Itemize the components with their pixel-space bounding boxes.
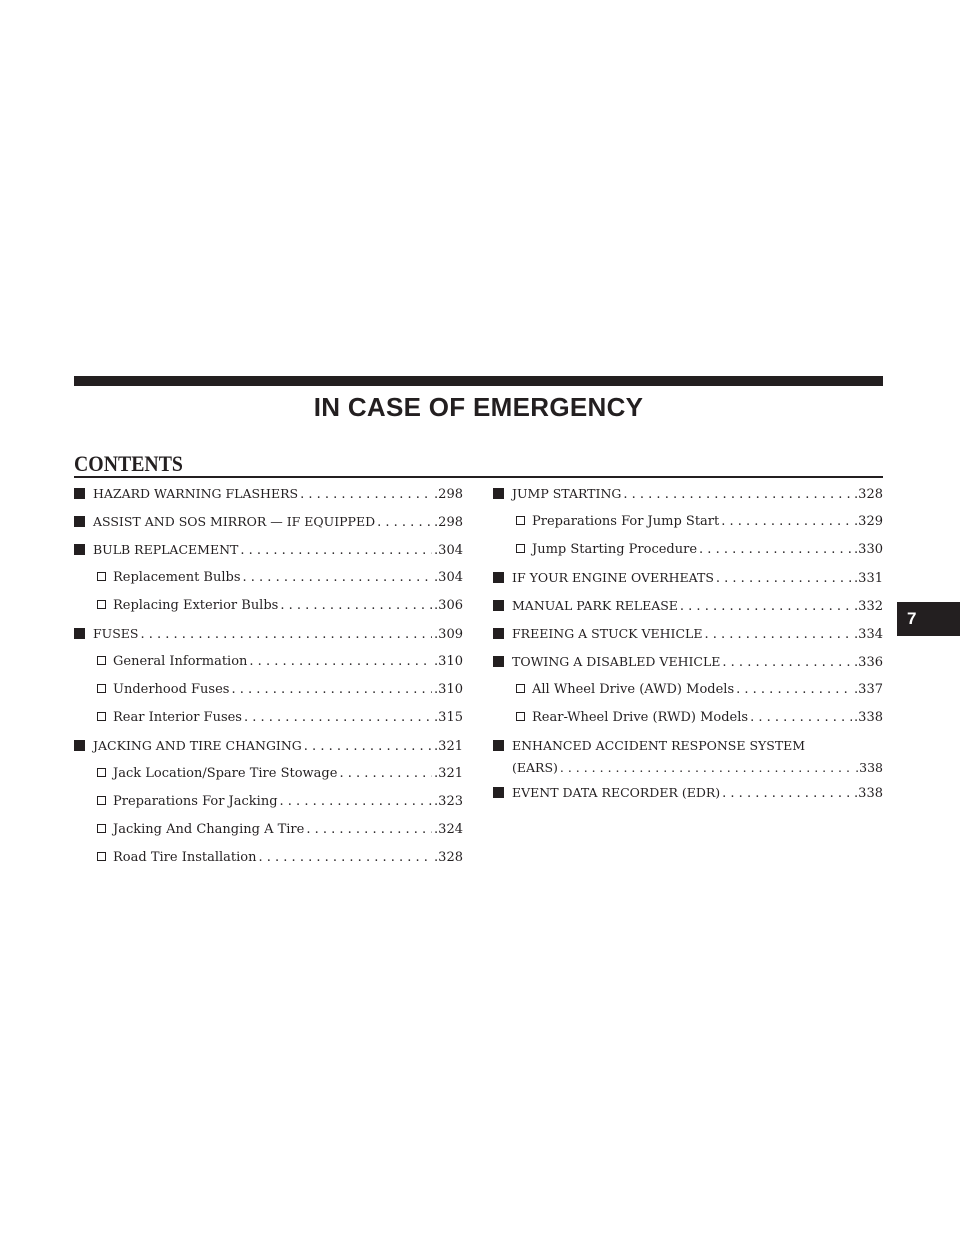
dot-leader [259, 844, 433, 872]
toc-entry-label: ASSIST AND SOS MIRROR — IF EQUIPPED [93, 514, 376, 529]
toc-entry-page: .304 [434, 543, 463, 558]
toc-entry-freeing-a-stuck-vehicle[interactable] [493, 620, 883, 648]
toc-column-left [74, 480, 463, 872]
toc-subentry-awd-models[interactable] [493, 676, 883, 704]
toc-subentry-road-tire-installation[interactable] [74, 844, 463, 872]
toc-entry-label: All Wheel Drive (AWD) Models [532, 682, 735, 697]
toc-entry-page: .332 [854, 599, 883, 614]
toc-entry-label: JUMP STARTING [512, 486, 622, 501]
toc-subentry-replacing-exterior-bulbs[interactable] [74, 592, 463, 620]
square-bullet-icon [493, 572, 504, 583]
toc-entry-label: Preparations For Jacking [113, 794, 278, 809]
dot-leader [243, 564, 433, 592]
dot-leader [140, 621, 432, 649]
toc-entry-label: Underhood Fuses [113, 682, 230, 697]
toc-entry-page: .315 [434, 710, 463, 725]
toc-subentry-preparations-for-jump-start[interactable] [493, 508, 883, 536]
toc-entry-page: .298 [434, 515, 463, 530]
toc-entry-page: .338 [854, 710, 883, 725]
square-bullet-icon [493, 488, 504, 499]
toc-entry-page: .334 [854, 627, 883, 642]
toc-entry-page: .321 [434, 766, 463, 781]
square-bullet-icon [74, 516, 85, 527]
dot-leader [716, 565, 852, 593]
toc-entry-label: MANUAL PARK RELEASE [512, 598, 678, 613]
toc-entry-label: HAZARD WARNING FLASHERS [93, 486, 299, 501]
square-bullet-icon [74, 740, 85, 751]
toc-entry-label: TOWING A DISABLED VEHICLE [512, 654, 721, 669]
toc-subentry-rwd-models[interactable] [493, 704, 883, 732]
dot-leader [300, 481, 432, 509]
toc-entry-page: .304 [434, 570, 463, 585]
square-bullet-icon [493, 600, 504, 611]
square-bullet-icon [74, 544, 85, 555]
chapter-title: IN CASE OF EMERGENCY [313, 392, 644, 422]
dot-leader [280, 788, 433, 816]
toc-entry-assist-sos-mirror[interactable] [74, 508, 463, 536]
dot-leader [736, 676, 852, 704]
toc-entry-label-continued: (EARS) [512, 760, 558, 775]
toc-entry-label: FREEING A STUCK VEHICLE [512, 626, 703, 641]
toc-entry-jump-starting[interactable] [493, 480, 883, 508]
square-bullet-icon [74, 488, 85, 499]
toc-entry-label: FUSES [93, 626, 139, 641]
chapter-top-rule [74, 376, 883, 386]
toc-entry-label: IF YOUR ENGINE OVERHEATS [512, 570, 714, 585]
dot-leader [231, 676, 432, 704]
hollow-square-bullet-icon [97, 824, 106, 833]
toc-entry-fuses[interactable] [74, 620, 463, 648]
toc-subentry-jack-location[interactable] [74, 760, 463, 788]
hollow-square-bullet-icon [516, 712, 525, 721]
dot-leader [704, 621, 852, 649]
contents-heading: CONTENTS [74, 451, 183, 476]
toc-subentry-replacement-bulbs[interactable] [74, 564, 463, 592]
dot-leader [722, 649, 852, 677]
square-bullet-icon [493, 628, 504, 639]
dot-leader [377, 509, 432, 537]
toc-entry-hazard-warning-flashers[interactable] [74, 480, 463, 508]
toc-entry-label: ENHANCED ACCIDENT RESPONSE SYSTEM [512, 738, 806, 753]
hollow-square-bullet-icon [97, 852, 106, 861]
dot-leader [722, 780, 852, 808]
hollow-square-bullet-icon [516, 544, 525, 553]
toc-entry-label: Rear Interior Fuses [113, 710, 242, 725]
toc-entry-label: Jack Location/Spare Tire Stowage [113, 766, 338, 781]
toc-entry-label: BULB REPLACEMENT [93, 542, 239, 557]
dot-leader [306, 816, 432, 844]
dot-leader [680, 593, 852, 621]
hollow-square-bullet-icon [97, 768, 106, 777]
toc-entry-event-data-recorder[interactable] [493, 779, 883, 807]
toc-entry-page: .310 [434, 654, 463, 669]
square-bullet-icon [74, 628, 85, 639]
toc-entry-bulb-replacement[interactable] [74, 536, 463, 564]
toc-entry-page: .321 [434, 739, 463, 754]
dot-leader [721, 508, 852, 536]
toc-subentry-underhood-fuses[interactable] [74, 676, 463, 704]
toc-entry-page: .338 [855, 760, 883, 775]
toc-entry-label: JACKING AND TIRE CHANGING [93, 738, 302, 753]
toc-entry-label: Road Tire Installation [113, 850, 257, 865]
dot-leader [244, 704, 432, 732]
toc-entry-label: General Information [113, 654, 248, 669]
dot-leader [560, 757, 853, 779]
hollow-square-bullet-icon [97, 656, 106, 665]
toc-entry-towing-a-disabled-vehicle[interactable] [493, 648, 883, 676]
hollow-square-bullet-icon [97, 796, 106, 805]
toc-entry-page: .328 [434, 850, 463, 865]
dot-leader [699, 536, 852, 564]
chapter-tab[interactable]: 7 [897, 602, 960, 636]
square-bullet-icon [493, 740, 504, 751]
toc-entry-page: .338 [854, 786, 883, 801]
dot-leader [339, 760, 432, 788]
toc-entry-page: .331 [854, 571, 883, 586]
toc-entry-page: .309 [434, 627, 463, 642]
dot-leader [280, 592, 432, 620]
toc-subentry-preparations-for-jacking[interactable] [74, 788, 463, 816]
dot-leader [240, 537, 432, 565]
toc-entry-page: .323 [434, 794, 463, 809]
dot-leader [249, 648, 432, 676]
square-bullet-icon [493, 787, 504, 798]
toc-entry-page: .337 [854, 682, 883, 697]
toc-subentry-rear-interior-fuses[interactable] [74, 704, 463, 732]
toc-entry-page: .336 [854, 655, 883, 670]
toc-entry-jacking-and-tire-changing[interactable] [74, 732, 463, 760]
hollow-square-bullet-icon [97, 572, 106, 581]
toc-entry-page: .328 [854, 487, 883, 502]
toc-subentry-jump-starting-procedure[interactable] [493, 536, 883, 564]
toc-subentry-general-information[interactable] [74, 648, 463, 676]
dot-leader [750, 704, 852, 732]
toc-entry-page: .324 [434, 822, 463, 837]
toc-entry-page: .330 [854, 542, 883, 557]
hollow-square-bullet-icon [516, 516, 525, 525]
toc-entry-page: .329 [854, 514, 883, 529]
toc-entry-label: Replacement Bulbs [113, 570, 241, 585]
square-bullet-icon [493, 656, 504, 667]
toc-entry-page: .306 [434, 598, 463, 613]
toc-entry-enhanced-accident-response-system[interactable] [493, 732, 883, 779]
hollow-square-bullet-icon [516, 684, 525, 693]
hollow-square-bullet-icon [97, 712, 106, 721]
toc-entry-label: Jump Starting Procedure [532, 542, 698, 557]
hollow-square-bullet-icon [97, 684, 106, 693]
toc-column-right [493, 480, 883, 807]
contents-rule [74, 476, 883, 478]
toc-subentry-jacking-and-changing-a-tire[interactable] [74, 816, 463, 844]
toc-entry-label: Rear-Wheel Drive (RWD) Models [532, 710, 749, 725]
toc-entry-label: Preparations For Jump Start [532, 514, 720, 529]
toc-entry-label: Replacing Exterior Bulbs [113, 598, 279, 613]
toc-entry-page: .298 [434, 487, 463, 502]
toc-entry-label: EVENT DATA RECORDER (EDR) [512, 785, 721, 800]
dot-leader [623, 481, 852, 509]
toc-entry-label: Jacking And Changing A Tire [113, 822, 305, 837]
toc-entry-if-your-engine-overheats[interactable] [493, 564, 883, 592]
toc-entry-manual-park-release[interactable] [493, 592, 883, 620]
hollow-square-bullet-icon [97, 600, 106, 609]
toc-entry-page: .310 [434, 682, 463, 697]
dot-leader [304, 733, 432, 761]
